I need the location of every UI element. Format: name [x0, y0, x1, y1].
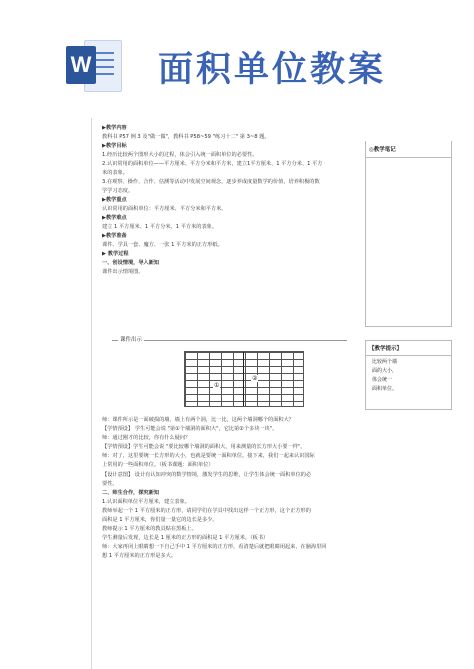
text-line: 教师提示 1 平方厘米的教具贴在黑板上。 — [102, 526, 197, 533]
text-line: 1.经历比较两个图形大小的过程，体会引入统一面积单位的必要性。 — [102, 152, 258, 158]
teaching-tip-box — [365, 340, 452, 410]
text-line: 面积是 1 平方厘米，你们量一量它的边长是多少。 — [102, 517, 218, 524]
text-line: 认识常用的面积单位：平方厘米、平方分米和平方米。 — [102, 206, 227, 212]
document-header — [0, 0, 474, 120]
text-line: 1.认识面积单位平方厘米，建立表象。 — [102, 498, 190, 505]
heading: ▶教学目标 — [102, 143, 127, 149]
page-title: 面积单位教案 — [158, 50, 387, 90]
text-line: 师：对了，这里要统一长方形的大小，也就是要统一面积单位。接下来，我们一起来认识国际 — [102, 453, 315, 460]
heading: 二、师生合作，探究新知 — [102, 489, 160, 496]
heading: ▶教学准备 — [102, 233, 127, 239]
text-line: 学学习态度。 — [102, 188, 134, 194]
text-line: 建立 1 平方厘米、1 平方分米、1 平方米的表象。 — [102, 224, 218, 230]
text-line: 上常用的一些面积单位。（板书课题：面积单位） — [102, 462, 214, 469]
heading: ▶教学难点 — [102, 215, 127, 221]
text-line: 想 1 平方厘米的正方形是多大。 — [102, 553, 177, 560]
text-line: 【学情预设】学生可能会说 "要比较哪个墙洞的面积大，用来测量的长方形大小要一样"。 — [102, 444, 306, 451]
word-icon — [62, 34, 124, 96]
wall-figure — [112, 337, 347, 411]
word-letter: W — [66, 46, 96, 84]
text-line: 教师举起一个 1 平方厘米的正方形，请同学们在学具中找出这样一个正方形，这个正方形的 — [102, 507, 311, 514]
heading: ▶教学重点 — [102, 197, 127, 203]
text-line: 师：课件所示是一面破损的墙，墙上有两个洞，比一比，这两个墙洞哪个的面积大？ — [102, 417, 294, 423]
hole-label-1: ① — [214, 382, 220, 389]
text-line: 师：大家再闭上眼睛想一下自己手中 1 平方厘米的正方形，看清楚后就把眼睛闭起来，在脑海里回 — [102, 544, 327, 551]
lesson-plan-section-2 — [102, 416, 362, 562]
text-line: 【学情预设】 学生可能会说 "第①个墙洞的面积大"，它比第②个多块一块"。 — [102, 426, 278, 433]
brick-wall-image — [184, 351, 304, 407]
text-line: 2.认识常用的面积单位——平方厘米、平方分米和平方米，建立1平方厘米、1 平方分米、1 平方 — [102, 161, 323, 167]
heading: ▶ 教学过程 — [102, 251, 129, 257]
heading: 一、创设情境，导入新知 — [102, 260, 160, 266]
teaching-tip-title: 【教学提示】 — [366, 341, 451, 356]
heading: ▶教学内容 — [102, 125, 127, 131]
text-line: 学生测量后发现，边长是 1 厘米的正方形的面积是 1 平方厘米。（板书） — [102, 535, 269, 542]
text-line: 课件、学具一套、魔方、一张 1 平方米的正方形纸。 — [102, 242, 223, 248]
text-line: 【设计意图】 设计有认知冲突的数学情境，激发学生的思维，让学生体会统一面积单位的必 — [102, 471, 312, 478]
lesson-plan-section-1 — [102, 124, 362, 277]
text-line: 要性。 — [102, 480, 118, 487]
teaching-notes-title: ◎教学笔记 — [366, 141, 451, 158]
teaching-notes-box — [365, 141, 452, 327]
text-line: 师：通过刚才的比较，你有什么疑问？ — [102, 435, 191, 442]
text-line: 教科书 P57 例 3 及"做一做"，教科书 P58~59 "练习十二" 第 3~8 题。 — [102, 134, 270, 140]
text-line: 3.在观察、操作、合作、估测等活动中发展空间观念，逐步养成度量数学的价值，培养积极的数 — [102, 179, 320, 185]
teaching-tip-body: 比较两个墙 面的大小， 体会统一 面积单位。 — [372, 359, 398, 392]
figure-caption: 课件出示 — [120, 337, 143, 343]
text-line: 米的表象。 — [102, 170, 128, 176]
hole-label-2: ② — [252, 375, 258, 382]
text-line: 课件出示情境图。 — [102, 269, 144, 275]
